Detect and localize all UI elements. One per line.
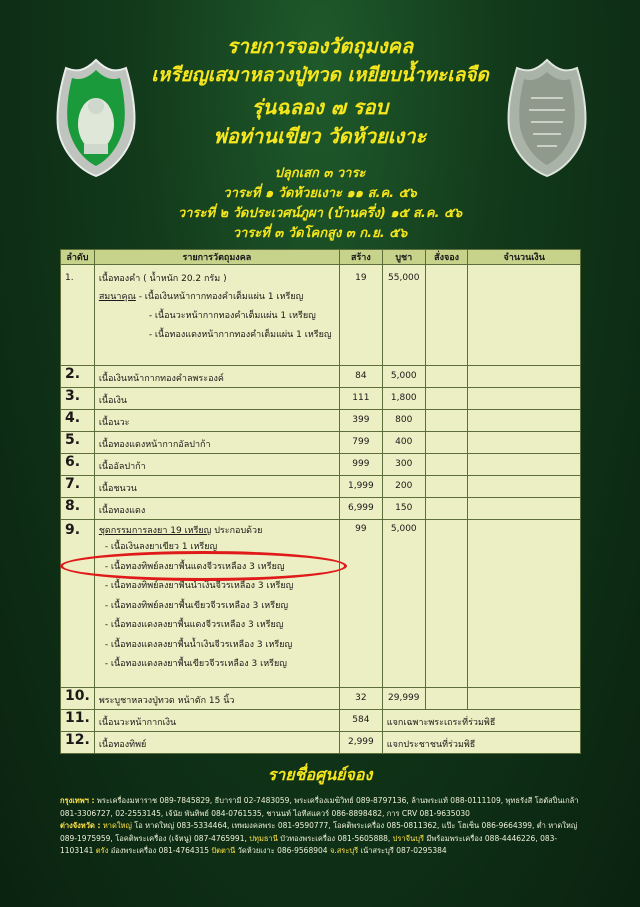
- table-row: [61, 432, 581, 454]
- row-number: 8.: [61, 498, 95, 520]
- order-cell[interactable]: [425, 454, 468, 476]
- order-cell[interactable]: [425, 410, 468, 432]
- price: 200: [382, 476, 425, 498]
- made-count: 84: [339, 366, 382, 388]
- hatyai-label: หาดใหญ่: [102, 821, 132, 830]
- item-name: เนื้อนวะหน้ากากเงิน: [94, 710, 339, 732]
- item-name: เนื้อทองแดง: [94, 498, 339, 520]
- table-row: [61, 410, 581, 432]
- col-header-item: รายการวัตถุมงคล: [94, 250, 339, 265]
- price: 400: [382, 432, 425, 454]
- row-number: 9.: [61, 520, 95, 688]
- made-count: 799: [339, 432, 382, 454]
- item-name: เนื้อชนวน: [94, 476, 339, 498]
- set-item-2: - เนื้อทองทิพย์ลงยาพื้นแดงจีวรเหลือง 3 เหรียญ: [104, 561, 285, 572]
- order-cell[interactable]: [425, 366, 468, 388]
- row-number: 7.: [61, 476, 95, 498]
- price: 5,000: [382, 366, 425, 388]
- table-row: [61, 366, 581, 388]
- bangkok-text: พระเครื่องมหาราช 089-7845829, ธีบารามี 02-7483059, พระเครื่องเมฆิวิทย์ 089-8797136, ล้านพระแท้ 088-0111109, พุทธรังสี โฮตัสปิ่นเกล้า 081-3306727, 02-2553145, เจ้นัย พันทิพย์ 084-0761535, ชานนท์ ไอทีสแควร์ 086-8898482, การ CRV 081-9635030: [60, 796, 579, 818]
- item-name: เนื้อนวะ: [94, 410, 339, 432]
- order-cell[interactable]: [425, 688, 468, 710]
- item-name: เนื้อเงินหน้ากากทองคำลพระองค์: [94, 366, 339, 388]
- set-name: ชุดกรรมการลงยา 19 เหรียญ: [98, 526, 212, 536]
- table-row: [61, 710, 581, 732]
- row-number: 4.: [61, 410, 95, 432]
- order-cell[interactable]: [425, 476, 468, 498]
- province-text-3: มีพร้อมพระเครื่อง 088-4446226, 083-1103141: [60, 833, 558, 855]
- province-label: ต่างจังหวัด :: [60, 821, 101, 830]
- item-name: เนื้อทองคำ ( น้ำหนัก 20.2 กรัม ): [98, 274, 227, 284]
- row-number: 5.: [61, 432, 95, 454]
- set-item-1: - เนื้อเงินลงยาเขียว 1 เหรียญ: [104, 542, 218, 552]
- distribution-note: แจกเฉพาะพระเถระที่ร่วมพิธี: [382, 710, 580, 732]
- item-name: [99, 524, 335, 538]
- pathum-label: ปทุมธานี: [249, 833, 278, 843]
- amount-cell[interactable]: [468, 520, 581, 688]
- order-table: [60, 249, 581, 754]
- set-item-3: - เนื้อทองทิพย์ลงยาพื้นน้ำเงินจีวรเหลือง 3 เหรียญ: [104, 581, 294, 591]
- item-name: เนื้อทองแดงหน้ากากอัลปาก้า: [94, 432, 339, 454]
- table-row: [61, 498, 581, 520]
- row-number: 6.: [61, 454, 95, 476]
- premium-line: [99, 288, 335, 307]
- price: 1,800: [382, 388, 425, 410]
- set-item-4: - เนื้อทองทิพย์ลงยาพื้นเขียวจีวรเหลือง 3 เหรียญ: [104, 600, 289, 611]
- province-text-2: บัวทองพระเครื่อง 081-5605888,: [280, 833, 391, 843]
- set-item-5: - เนื้อทองแดงลงยาพื้นแดงจีวรเหลือง 3 เหรียญ: [104, 620, 284, 630]
- row-number: 1.: [61, 265, 95, 366]
- header-line-4: พ่อท่านเขียว วัดห้วยเงาะ: [213, 124, 427, 148]
- distribution-note: แจกประชาชนที่ร่วมพิธี: [382, 732, 580, 754]
- price: 5,000: [382, 520, 425, 688]
- amount-cell[interactable]: [468, 265, 581, 366]
- trang-label: ตรัง: [95, 846, 109, 855]
- header-line-3: รุ่นฉลอง ๗ รอบ: [251, 95, 389, 119]
- set-name-rest: ประกอบด้วย: [211, 526, 263, 536]
- row-number: 10.: [61, 688, 95, 710]
- set-item-7: - เนื้อทองแดงลงยาพื้นเขียวจีวรเหลือง 3 เหรียญ: [104, 659, 287, 669]
- province-text-4: อ๋องพระเครื่อง 081-4764315: [110, 846, 210, 855]
- order-cell[interactable]: [425, 520, 468, 688]
- col-header-made: สร้าง: [339, 250, 382, 265]
- made-count: 584: [339, 710, 382, 732]
- premium-label: สมนาคุณ: [98, 292, 136, 302]
- saraburi-label: จ.สระบุรี: [329, 846, 359, 855]
- prachin-label: ปราจีนบุรี: [392, 833, 424, 843]
- col-header-order: สั่งจอง: [425, 250, 468, 265]
- made-count: 6,999: [339, 498, 382, 520]
- amount-cell[interactable]: [468, 498, 581, 520]
- row-item: [94, 520, 339, 688]
- reservation-centers-list: [60, 795, 590, 858]
- item-name: เนื้อเงิน: [94, 388, 339, 410]
- ceremony-round-3: วาระที่ ๓ วัดโคกสูง ๓ ก.ย. ๕๖: [232, 226, 408, 241]
- province-centers: [60, 820, 590, 858]
- row-number: 12.: [61, 732, 95, 754]
- amount-cell[interactable]: [468, 388, 581, 410]
- ceremony-round-2: วาระที่ ๒ วัดประเวศน์ภูผา (บ้านครึ่ง) ๑๕ ส.ค. ๕๖: [177, 206, 463, 221]
- price: 55,000: [382, 265, 425, 366]
- table-row: [61, 688, 581, 710]
- made-count: 111: [339, 388, 382, 410]
- order-cell[interactable]: [425, 498, 468, 520]
- order-cell[interactable]: [425, 265, 468, 366]
- ceremony-round-1: วาระที่ ๑ วัดห้วยเงาะ ๑๑ ส.ค. ๕๖: [223, 186, 417, 201]
- order-cell[interactable]: [425, 432, 468, 454]
- bangkok-centers: [60, 795, 590, 820]
- amount-cell[interactable]: [468, 688, 581, 710]
- reservation-centers-title: รายชื่อศูนย์จอง: [267, 765, 373, 784]
- row-number: 11.: [61, 710, 95, 732]
- amount-cell[interactable]: [468, 432, 581, 454]
- price: 300: [382, 454, 425, 476]
- amount-cell[interactable]: [468, 454, 581, 476]
- table-row: [61, 732, 581, 754]
- price: 800: [382, 410, 425, 432]
- table-header-row: [61, 250, 581, 265]
- made-count: 32: [339, 688, 382, 710]
- amount-cell[interactable]: [468, 366, 581, 388]
- table-row: [61, 265, 581, 366]
- province-text-6: เน้าสระบุรี 087-0295384: [360, 846, 447, 855]
- table-row: [61, 476, 581, 498]
- price: 29,999: [382, 688, 425, 710]
- price: 150: [382, 498, 425, 520]
- set-item-6: - เนื้อทองแดงลงยาพื้นน้ำเงินจีวรเหลือง 3 เหรียญ: [104, 639, 293, 650]
- made-count: 19: [339, 265, 382, 366]
- item-name: พระบูชาหลวงปู่ทวด หน้าตัก 15 นิ้ว: [94, 688, 339, 710]
- header-line-1: รายการจองวัตถุมงคล: [226, 34, 414, 58]
- made-count: 999: [339, 454, 382, 476]
- table-row: [61, 388, 581, 410]
- highlight-ellipse: [60, 551, 347, 581]
- bangkok-label: กรุงเทพฯ :: [60, 796, 95, 805]
- col-header-no: ลำดับ: [61, 250, 95, 265]
- premium-item-3: - เนื้อทองแดงหน้ากากทองคำเต็มแผ่น 1 เหรียญ: [148, 330, 332, 340]
- table-row: [61, 454, 581, 476]
- made-count: 399: [339, 410, 382, 432]
- premium-item-2: - เนื้อนวะหน้ากากทองคำเต็มแผ่น 1 เหรียญ: [148, 311, 316, 321]
- item-name: เนื้ออัลปาก้า: [94, 454, 339, 476]
- row-item: [94, 265, 339, 366]
- premium-item-1: - เนื้อเงินหน้ากากทองคำเต็มแผ่น 1 เหรียญ: [138, 292, 304, 302]
- province-text-1: โอ หาดใหญ่ 083-5334464, เทพมงคลพระ 081-9590777, โอคติพระเครื่อง 085-0811362, แป๊ะ โฮเซ็น 086-9664399, ต่ำ หาดใหญ่ 089-1975959, โอคติพระเครื่อง (เจ้หนู) 087-4765991,: [60, 821, 578, 843]
- col-header-amount: จำนวนเงิน: [468, 250, 581, 265]
- amount-cell[interactable]: [468, 476, 581, 498]
- row-number: 2.: [61, 366, 95, 388]
- table-row: [61, 520, 581, 688]
- province-text-5: วัดห้วยเงาะ 086-9568904: [237, 846, 328, 855]
- pattani-label: ปัตตานี: [211, 846, 236, 855]
- made-count: 1,999: [339, 476, 382, 498]
- amount-cell[interactable]: [468, 410, 581, 432]
- made-count: 2,999: [339, 732, 382, 754]
- order-cell[interactable]: [425, 388, 468, 410]
- made-count: 99: [339, 520, 382, 688]
- col-header-price: บูชา: [382, 250, 425, 265]
- header-line-2: เหรียญเสมาหลวงปู่ทวด เหยียบน้ำทะเลจืด: [151, 64, 489, 86]
- row-number: 3.: [61, 388, 95, 410]
- ceremony-title: ปลุกเสก ๓ วาระ: [274, 166, 366, 181]
- item-name: เนื้อทองทิพย์: [94, 732, 339, 754]
